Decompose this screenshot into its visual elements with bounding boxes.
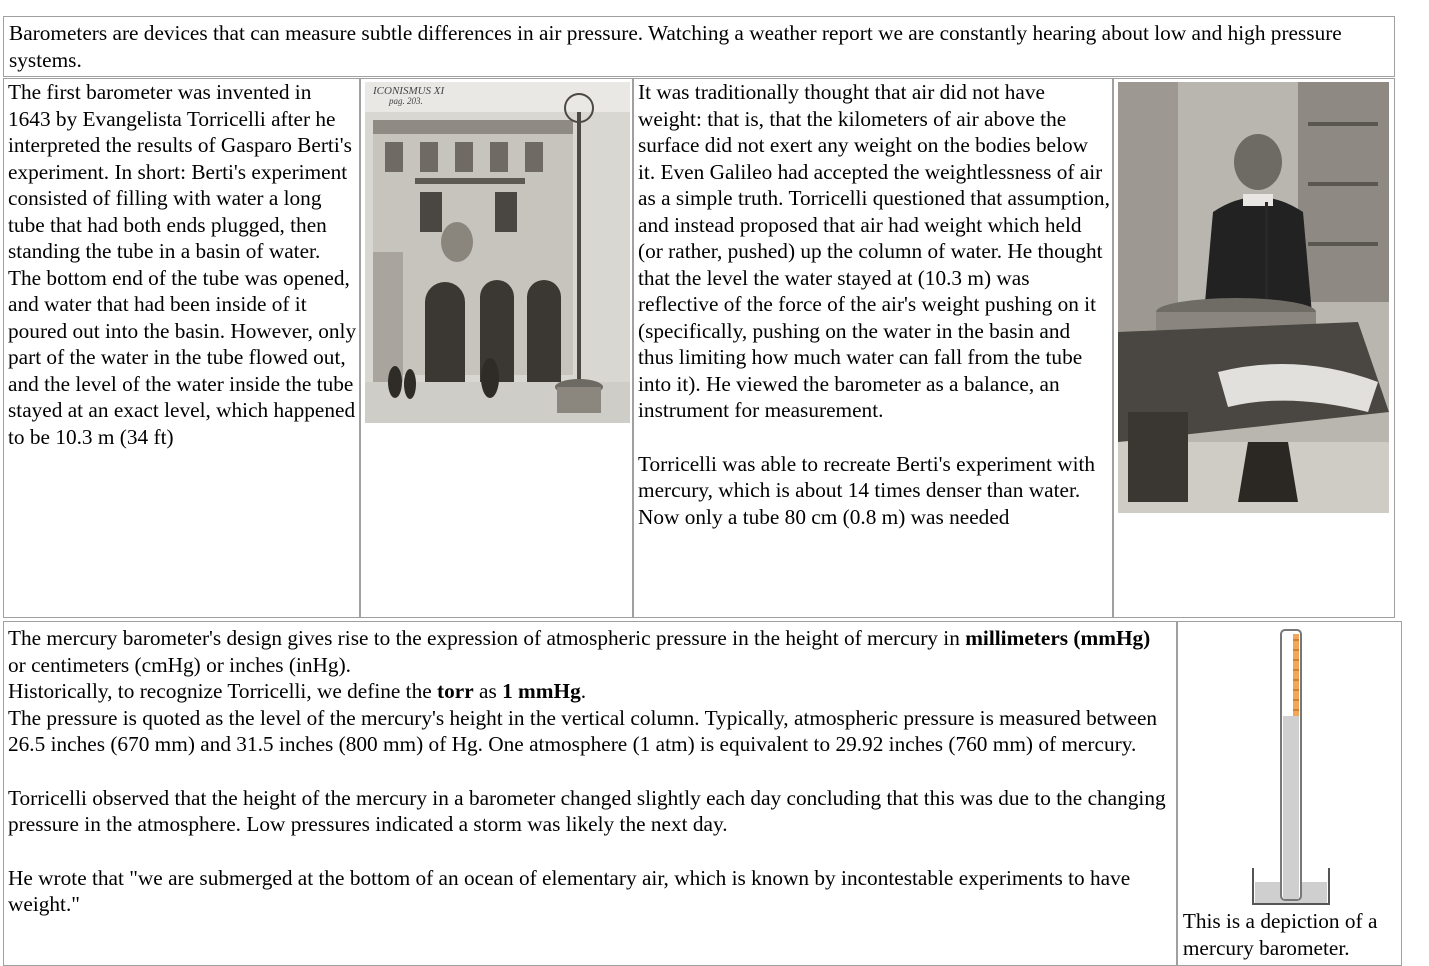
engraving-cell [360, 78, 633, 618]
barometer-caption: This is a depiction of a mercury barometer. [1182, 909, 1378, 960]
p2-end: . [580, 679, 587, 703]
p1-pre: The mercury barometer's design gives rise to the expression of atmospheric pressure in the height of mercury in [8, 626, 966, 650]
mercury-paragraph-4: Torricelli observed that the height of the mercury in a barometer changed slightly each day concluding that this was due to the changing pressure in the atmosphere. Low pressures indicated a storm was likely the next day. [8, 785, 1166, 836]
mercury-paragraph-3: The pressure is quoted as the level of the mercury's height in the vertical column. Typically, atmospheric pressure is measured between 26.5 inches (670 mm) and 31.5 inches (800 mm) of Hg. One atmosphere (1 atm) is equivalent to 29.92 inches (760 mm) of mercury. [8, 705, 1158, 756]
paragraph-gap [8, 838, 1172, 865]
mercury-paragraph-5: He wrote that "we are submerged at the bottom of an ocean of elementary air, which is known by incontestable experiments to have weight." [8, 865, 1131, 916]
p1-post: or centimeters (cmHg) or inches (inHg). [8, 652, 351, 677]
p2-pre: Historically, to recognize Torricelli, we define the [8, 679, 438, 703]
mercury-barometer-icon [1183, 626, 1393, 908]
engraving-page: pag. 203. [389, 96, 423, 106]
torricelli-engraving-image [365, 82, 630, 423]
first-barometer-cell [3, 78, 360, 618]
mercury-text: Torricelli was able to recreate Berti's experiment with mercury, which is about 14 times denser than water. Now only a tube 80 cm (0.8 m) was needed [638, 451, 1096, 529]
paragraph-gap [638, 424, 1110, 451]
p1-bold: millimeters (mmHg) [965, 626, 1151, 650]
intro-cell [3, 16, 1395, 77]
air-weight-cell [633, 78, 1113, 618]
history-table [3, 78, 1395, 618]
air-weight-text: It was traditionally thought that air did not have weight: that is, that the kilometers of air above the surface did not exert any weight on the bodies below it. Even Galileo had accepted the weightlessness of air as a simple truth. Torricelli questioned that assumption, and instead proposed that air had weight which held (or rather, pushed) up the column of water. He thought that the level the water stayed at (10.3 m) was reflective of the force of the air's weight pushing on it (specifically, pushing on the water in the basin and thus limiting how much water can fall from the tube into it). He viewed the barometer as a balance, an instrument for measurement. [638, 80, 1110, 422]
torricelli-portrait-cell [1113, 78, 1395, 618]
mercury-paragraph-2 [8, 678, 1172, 705]
p2-mid: as [473, 679, 503, 703]
p2-mmhg: 1 mmHg [502, 679, 581, 703]
mercury-paragraph-1 [8, 625, 1172, 678]
torricelli-portrait-image [1118, 82, 1389, 513]
mercury-table [3, 621, 1402, 966]
p2-torr: torr [437, 679, 474, 703]
intro-table [3, 16, 1395, 77]
intro-text: Barometers are devices that can measure subtle differences in air pressure. Watching a weather report we are constantly hearing about low and high pressure systems. [9, 21, 1342, 72]
engraving-caption: ICONISMUS XI [373, 85, 445, 97]
mercury-text-cell [3, 621, 1177, 966]
paragraph-gap [8, 758, 1172, 785]
first-barometer-text: The first barometer was invented in 1643 by Evangelista Torricelli after he interpreted the results of Gasparo Berti's experiment. In short: Berti's experiment consisted of filling with water a long tube that had both ends plugged, then standing the tube in a basin of water. The bottom end of the tube was opened, and water that had been inside of it poured out into the basin. However, only part of the water in the tube flowed out, and the level of the water inside the tube stayed at an exact level, which happened to be 10.3 m (34 ft) [8, 80, 357, 449]
barometer-diagram-cell [1177, 621, 1402, 966]
